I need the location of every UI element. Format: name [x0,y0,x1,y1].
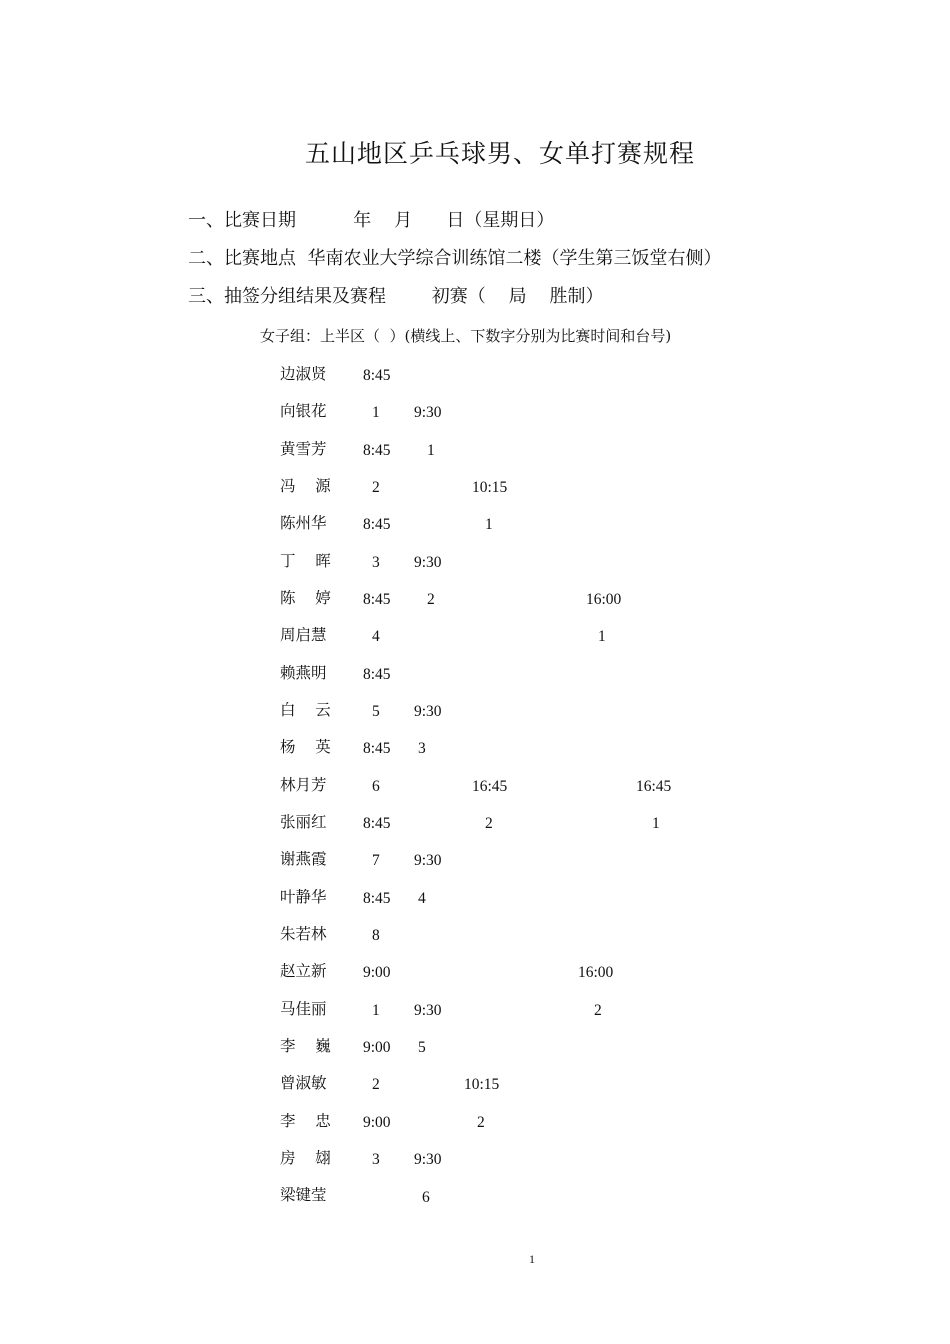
player-name: 马佳丽 [280,1000,327,1018]
round2-time: 9:30 [414,852,442,869]
player-name: 李 忠 [280,1112,331,1130]
round2-time: 9:30 [414,404,442,421]
round1-table: 2 [372,1076,380,1093]
round3-table: 1 [485,516,493,533]
round2-table: 4 [418,890,426,907]
round1-table: 7 [372,852,380,869]
player-name: 李 巍 [280,1037,331,1055]
round1-time: 8:45 [363,591,391,608]
page-number: 1 [529,1252,535,1266]
round4-time: 16:00 [586,591,622,608]
player-name: 张丽红 [280,813,327,831]
round1-time: 9:00 [363,964,391,981]
player-name: 向银花 [280,402,327,420]
round3-time: 16:45 [472,778,508,795]
round5-time: 16:45 [636,778,672,795]
player-name: 林月芳 [280,776,327,794]
player-name: 房 翃 [280,1149,331,1167]
round2-table: 6 [422,1189,430,1206]
round2-time: 9:30 [414,1151,442,1168]
page-title: 五山地区乒乓球男、女单打赛规程 [305,139,696,168]
round4-table: 1 [598,628,606,645]
player-name: 杨 英 [280,738,331,756]
player-name: 黄雪芳 [280,440,327,458]
player-name: 曾淑敏 [280,1074,327,1092]
player-name: 赖燕明 [280,664,327,682]
round1-time: 8:45 [363,666,391,683]
player-name: 叶静华 [280,888,327,906]
round4-time: 16:00 [578,964,614,981]
section-draw: 三、抽签分组结果及赛程 初赛（ 局 胜制） [188,286,604,307]
player-name: 边淑贤 [280,365,327,383]
round5-table: 1 [652,815,660,832]
player-name: 陈州华 [280,514,327,532]
round1-time: 8:45 [363,740,391,757]
player-name: 梁键莹 [280,1186,327,1204]
round1-table: 3 [372,554,380,571]
round1-table: 1 [372,404,380,421]
player-name: 谢燕霞 [280,850,327,868]
round2-table: 1 [427,442,435,459]
round1-time: 8:45 [363,516,391,533]
player-name: 周启慧 [280,626,327,644]
round1-table: 6 [372,778,380,795]
player-name: 赵立新 [280,962,327,980]
round1-table: 1 [372,1002,380,1019]
round1-time: 9:00 [363,1114,391,1131]
round3-time: 10:15 [472,479,508,496]
round2-table: 5 [418,1039,426,1056]
round1-table: 2 [372,479,380,496]
round1-time: 8:45 [363,442,391,459]
round3-time: 10:15 [464,1076,500,1093]
player-name: 丁 晖 [280,552,331,570]
round2-table: 3 [418,740,426,757]
round1-table: 5 [372,703,380,720]
round1-time: 8:45 [363,367,391,384]
bracket-subtitle: 女子组：上半区（ ）(横线上、下数字分别为比赛时间和台号) [260,327,672,345]
round4-table: 2 [594,1002,602,1019]
player-name: 冯 源 [280,477,331,495]
round1-time: 8:45 [363,815,391,832]
round1-table: 8 [372,927,380,944]
section-date: 一、比赛日期 年 月 日（星期日） [188,210,555,231]
round2-table: 2 [427,591,435,608]
section-venue: 二、比赛地点 华南农业大学综合训练馆二楼（学生第三饭堂右侧） [188,248,722,269]
round1-table: 4 [372,628,380,645]
round2-time: 9:30 [414,1002,442,1019]
player-name: 白 云 [280,701,331,719]
round3-table: 2 [485,815,493,832]
round1-time: 8:45 [363,890,391,907]
player-name: 朱若林 [280,925,327,943]
player-name: 陈 婷 [280,589,331,607]
round3-table: 2 [477,1114,485,1131]
round2-time: 9:30 [414,554,442,571]
round2-time: 9:30 [414,703,442,720]
round1-table: 3 [372,1151,380,1168]
round1-time: 9:00 [363,1039,391,1056]
